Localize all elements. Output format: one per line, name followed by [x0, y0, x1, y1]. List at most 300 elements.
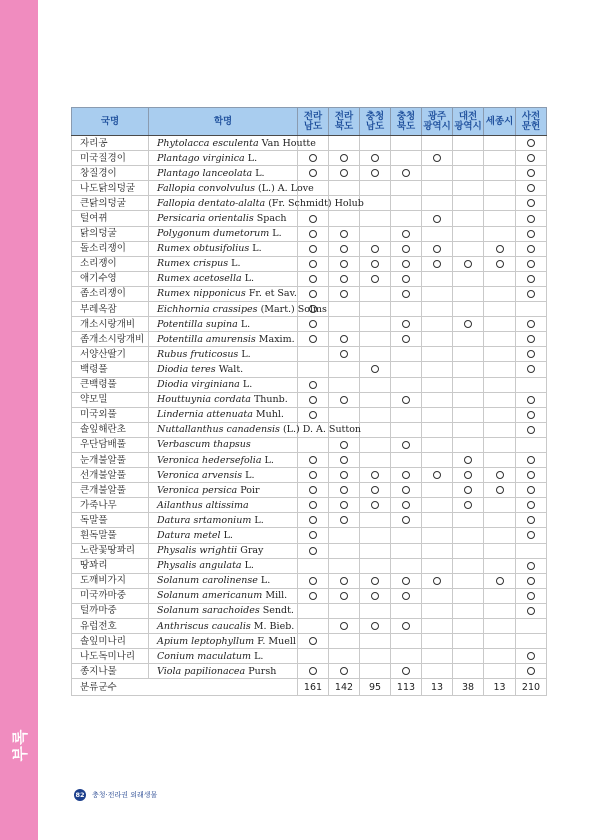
presence-circle-icon [402, 622, 410, 630]
korean-name: 큰개불알풀 [72, 483, 149, 498]
presence-cell [422, 392, 453, 407]
presence-cell [516, 513, 547, 528]
presence-cell [391, 166, 422, 181]
presence-cell [484, 664, 516, 679]
presence-cell [329, 256, 360, 271]
presence-cell [360, 573, 391, 588]
scientific-author: L. [240, 318, 251, 330]
scientific-name [149, 317, 298, 332]
presence-circle-icon [527, 169, 535, 177]
presence-cell [391, 649, 422, 664]
scientific-author: (L.) D. A. Sutton [282, 424, 362, 436]
presence-cell [422, 332, 453, 347]
presence-cell [298, 528, 329, 543]
korean-name: 눈개불알풀 [72, 452, 149, 467]
scientific-author: L. [244, 560, 254, 572]
presence-cell [516, 619, 547, 634]
table-row [72, 256, 547, 271]
presence-cell [298, 256, 329, 271]
presence-circle-icon [340, 441, 348, 449]
presence-cell [329, 271, 360, 286]
presence-cell [391, 241, 422, 256]
scientific-name [149, 422, 362, 437]
presence-circle-icon [309, 531, 317, 539]
presence-circle-icon [340, 471, 348, 479]
presence-circle-icon [464, 471, 472, 479]
presence-cell [391, 558, 422, 573]
presence-cell [422, 377, 453, 392]
presence-cell [484, 483, 516, 498]
presence-circle-icon [309, 486, 317, 494]
presence-cell [484, 377, 516, 392]
presence-cell [453, 468, 484, 483]
scientific-name [149, 649, 298, 664]
scientific-binomial: Eichhornia crassipes [157, 303, 258, 315]
presence-cell [360, 452, 391, 467]
scientific-author: L. [254, 514, 264, 526]
presence-cell [422, 286, 453, 301]
scientific-binomial: Lindernia attenuata [157, 409, 253, 421]
presence-circle-icon [496, 260, 504, 268]
presence-circle-icon [309, 667, 317, 675]
korean-name: 미국외풀 [72, 407, 149, 422]
presence-circle-icon [340, 667, 348, 675]
header-region [422, 108, 453, 136]
presence-cell [360, 302, 391, 317]
header-region-line: 충청 [365, 110, 385, 122]
presence-cell [453, 437, 484, 452]
presence-cell [453, 226, 484, 241]
presence-cell [516, 256, 547, 271]
presence-cell [360, 332, 391, 347]
scientific-name [149, 498, 298, 513]
presence-circle-icon [371, 471, 379, 479]
presence-circle-icon [527, 652, 535, 660]
header-region [298, 108, 329, 136]
scientific-binomial: Nuttallanthus canadensis [157, 424, 280, 436]
header-region [329, 108, 360, 136]
presence-cell [391, 619, 422, 634]
presence-cell [453, 286, 484, 301]
presence-circle-icon [527, 396, 535, 404]
table-row [72, 241, 547, 256]
presence-cell [391, 543, 422, 558]
scientific-name [149, 664, 298, 679]
scientific-name [149, 513, 298, 528]
presence-cell [391, 603, 422, 618]
presence-cell [484, 588, 516, 603]
presence-cell [422, 588, 453, 603]
presence-cell [516, 211, 547, 226]
korean-name: 종지나물 [72, 664, 149, 679]
scientific-author: L. [244, 273, 255, 285]
header-region-line: 대전 [458, 110, 478, 122]
presence-cell [298, 634, 329, 649]
total-count: 13 [484, 679, 516, 696]
presence-cell [360, 437, 391, 452]
presence-cell [516, 573, 547, 588]
scientific-name [149, 271, 298, 286]
presence-circle-icon [496, 486, 504, 494]
presence-cell [422, 362, 453, 377]
presence-circle-icon [402, 260, 410, 268]
presence-cell [484, 362, 516, 377]
presence-cell [516, 603, 547, 618]
presence-cell [422, 241, 453, 256]
header-region [516, 108, 547, 136]
scientific-binomial: Polygonum dumetorum [157, 228, 270, 240]
presence-cell [329, 513, 360, 528]
presence-cell [453, 347, 484, 362]
presence-cell [360, 166, 391, 181]
scientific-binomial: Potentilla supina [157, 318, 238, 330]
presence-cell [453, 513, 484, 528]
presence-cell [516, 286, 547, 301]
presence-cell [422, 256, 453, 271]
presence-cell [484, 498, 516, 513]
table-row [72, 286, 547, 301]
header-region-line: 사전 [521, 110, 541, 122]
presence-cell [453, 256, 484, 271]
page-number: 82 [75, 791, 85, 799]
table-row [72, 573, 547, 588]
presence-cell [391, 181, 422, 196]
presence-cell [329, 634, 360, 649]
presence-circle-icon [309, 637, 317, 645]
presence-cell [453, 558, 484, 573]
presence-circle-icon [527, 184, 535, 192]
presence-circle-icon [496, 471, 504, 479]
presence-cell [453, 573, 484, 588]
korean-name: 좀소리쟁이 [72, 286, 149, 301]
presence-circle-icon [402, 396, 410, 404]
korean-name: 솔잎해란초 [72, 422, 149, 437]
scientific-name [149, 347, 298, 362]
presence-circle-icon [527, 471, 535, 479]
presence-cell [422, 136, 453, 151]
presence-cell [298, 377, 329, 392]
presence-cell [329, 483, 360, 498]
presence-circle-icon [464, 456, 472, 464]
presence-circle-icon [309, 215, 317, 223]
presence-cell [360, 498, 391, 513]
presence-cell [391, 513, 422, 528]
presence-cell [516, 332, 547, 347]
presence-cell [298, 226, 329, 241]
presence-circle-icon [309, 169, 317, 177]
presence-cell [391, 468, 422, 483]
presence-cell [516, 528, 547, 543]
header-region [453, 108, 484, 136]
presence-cell [391, 302, 422, 317]
scientific-author: Maxim. [258, 333, 295, 345]
table-row [72, 603, 547, 618]
presence-cell [360, 422, 391, 437]
presence-cell [391, 286, 422, 301]
scientific-name [149, 302, 327, 317]
presence-circle-icon [527, 335, 535, 343]
presence-cell [484, 136, 516, 151]
presence-cell [484, 241, 516, 256]
presence-cell [391, 483, 422, 498]
scientific-binomial: Verbascum thapsus [157, 439, 251, 451]
scientific-author: Gray [240, 545, 264, 557]
presence-cell [484, 392, 516, 407]
presence-cell [360, 543, 391, 558]
table-row [72, 211, 547, 226]
presence-cell [516, 468, 547, 483]
presence-cell [298, 664, 329, 679]
scientific-name [149, 619, 298, 634]
table-row [72, 634, 547, 649]
presence-circle-icon [527, 350, 535, 358]
presence-circle-icon [309, 154, 317, 162]
scientific-author: L. [247, 152, 258, 164]
korean-name: 약모밀 [72, 392, 149, 407]
presence-circle-icon [464, 486, 472, 494]
scientific-binomial: Diodia virginiana [157, 379, 240, 391]
presence-cell [329, 226, 360, 241]
presence-cell [453, 649, 484, 664]
header-region-line: 광역시 [454, 120, 482, 132]
presence-cell [422, 422, 453, 437]
presence-circle-icon [340, 154, 348, 162]
presence-cell [391, 573, 422, 588]
presence-cell [516, 271, 547, 286]
presence-circle-icon [309, 592, 317, 600]
species-table [71, 107, 547, 696]
presence-cell [360, 528, 391, 543]
table-row [72, 649, 547, 664]
total-count: 142 [329, 679, 360, 696]
presence-cell [516, 181, 547, 196]
presence-cell [329, 407, 360, 422]
scientific-name [149, 256, 298, 271]
korean-name: 노란꽃땅꽈리 [72, 543, 149, 558]
scientific-binomial: Physalis wrightii [157, 545, 238, 557]
presence-cell [453, 528, 484, 543]
table-row [72, 317, 547, 332]
total-label: 분류군수 [72, 679, 298, 696]
presence-cell [516, 226, 547, 241]
presence-cell [360, 362, 391, 377]
presence-circle-icon [340, 592, 348, 600]
scientific-author: L. [231, 258, 241, 270]
presence-cell [298, 437, 329, 452]
presence-cell [329, 603, 360, 618]
presence-cell [453, 166, 484, 181]
presence-cell [453, 392, 484, 407]
presence-circle-icon [340, 245, 348, 253]
presence-circle-icon [340, 260, 348, 268]
korean-name: 소리쟁이 [72, 256, 149, 271]
korean-name: 부레옥잠 [72, 302, 149, 317]
presence-circle-icon [309, 577, 317, 585]
presence-cell [360, 407, 391, 422]
presence-cell [329, 347, 360, 362]
presence-circle-icon [309, 411, 317, 419]
presence-cell [453, 664, 484, 679]
scientific-name [149, 634, 298, 649]
presence-circle-icon [340, 335, 348, 343]
scientific-binomial: Anthriscus caucalis [157, 620, 251, 632]
scientific-author: Mill. [265, 590, 288, 602]
presence-circle-icon [309, 547, 317, 555]
presence-cell [453, 452, 484, 467]
presence-cell [329, 362, 360, 377]
total-row [72, 679, 547, 696]
presence-cell [422, 468, 453, 483]
table-row [72, 151, 547, 166]
scientific-author: L. [242, 379, 253, 391]
presence-cell [453, 422, 484, 437]
scientific-binomial: Rumex obtusifolius [157, 243, 250, 255]
presence-cell [453, 407, 484, 422]
presence-cell [516, 302, 547, 317]
presence-cell [329, 302, 360, 317]
presence-circle-icon [402, 441, 410, 449]
presence-circle-icon [402, 577, 410, 585]
scientific-author: Fr. et Sav. [248, 288, 297, 300]
presence-cell [422, 317, 453, 332]
presence-cell [484, 166, 516, 181]
scientific-name [149, 437, 298, 452]
header-region-line: 남도 [303, 120, 323, 132]
presence-cell [391, 317, 422, 332]
scientific-author: Poir [240, 484, 260, 496]
presence-cell [360, 211, 391, 226]
presence-cell [298, 468, 329, 483]
presence-circle-icon [340, 516, 348, 524]
presence-cell [298, 619, 329, 634]
table-row [72, 498, 547, 513]
presence-cell [360, 136, 391, 151]
scientific-author: L. [264, 454, 274, 466]
scientific-binomial: Rumex nipponicus [157, 288, 246, 300]
presence-cell [329, 498, 360, 513]
presence-circle-icon [340, 486, 348, 494]
presence-cell [516, 407, 547, 422]
presence-circle-icon [371, 592, 379, 600]
presence-cell [298, 211, 329, 226]
scientific-binomial: Viola papilionacea [157, 665, 246, 677]
scientific-author: Pursh [248, 665, 277, 677]
scientific-name [149, 392, 298, 407]
scientific-binomial: Veronica persica [157, 484, 238, 496]
scientific-binomial: Diodia teres [157, 363, 216, 375]
presence-cell [516, 483, 547, 498]
presence-cell [422, 166, 453, 181]
presence-cell [516, 634, 547, 649]
scientific-name [149, 362, 298, 377]
presence-cell [329, 136, 360, 151]
table-row [72, 347, 547, 362]
presence-cell [422, 226, 453, 241]
presence-cell [484, 634, 516, 649]
scientific-author: L. [245, 469, 255, 481]
total-count: 161 [298, 679, 329, 696]
presence-cell [453, 151, 484, 166]
presence-cell [329, 573, 360, 588]
table-row [72, 422, 547, 437]
presence-cell [453, 241, 484, 256]
total-count: 38 [453, 679, 484, 696]
presence-circle-icon [402, 290, 410, 298]
presence-circle-icon [340, 396, 348, 404]
presence-cell [484, 226, 516, 241]
presence-circle-icon [433, 260, 441, 268]
scientific-name [149, 452, 298, 467]
presence-cell [453, 377, 484, 392]
scientific-author: Van Houtte [261, 137, 316, 149]
scientific-name [149, 196, 364, 211]
scientific-name [149, 286, 298, 301]
scientific-name [149, 226, 298, 241]
scientific-name [149, 181, 314, 196]
korean-name: 솔잎미나리 [72, 634, 149, 649]
presence-cell [516, 196, 547, 211]
presence-cell [422, 211, 453, 226]
presence-circle-icon [527, 592, 535, 600]
presence-cell [422, 181, 453, 196]
presence-cell [453, 196, 484, 211]
presence-cell [484, 256, 516, 271]
sidebar-band [0, 0, 38, 840]
presence-cell [360, 181, 391, 196]
presence-circle-icon [402, 486, 410, 494]
presence-circle-icon [433, 215, 441, 223]
presence-cell [391, 407, 422, 422]
scientific-author: (L.) A. Love [258, 182, 314, 194]
presence-circle-icon [309, 245, 317, 253]
presence-cell [391, 136, 422, 151]
presence-cell [422, 649, 453, 664]
presence-cell [516, 347, 547, 362]
presence-circle-icon [527, 667, 535, 675]
scientific-binomial: Veronica arvensis [157, 469, 243, 481]
presence-circle-icon [309, 456, 317, 464]
table-body [72, 136, 547, 696]
scientific-binomial: Rumex acetosella [157, 273, 242, 285]
presence-cell [360, 588, 391, 603]
korean-name: 애기수영 [72, 271, 149, 286]
presence-cell [298, 498, 329, 513]
scientific-binomial: Fallopia dentato-alalta [157, 197, 266, 209]
scientific-name [149, 407, 298, 422]
presence-circle-icon [464, 260, 472, 268]
presence-cell [298, 332, 329, 347]
korean-name: 독말풀 [72, 513, 149, 528]
presence-cell [298, 166, 329, 181]
presence-circle-icon [402, 516, 410, 524]
presence-circle-icon [527, 320, 535, 328]
scientific-binomial: Houttuynia cordata [157, 394, 251, 406]
presence-circle-icon [433, 245, 441, 253]
presence-cell [422, 573, 453, 588]
header-kname: 국명 [72, 108, 149, 136]
presence-cell [422, 271, 453, 286]
header-region-line: 문헌 [521, 120, 541, 132]
korean-name: 좀개소시랑개비 [72, 332, 149, 347]
presence-cell [516, 317, 547, 332]
presence-cell [422, 347, 453, 362]
presence-circle-icon [433, 577, 441, 585]
presence-cell [329, 649, 360, 664]
presence-cell [422, 437, 453, 452]
scientific-author: (Mart.) Solms [260, 303, 327, 315]
presence-circle-icon [371, 245, 379, 253]
presence-cell [360, 347, 391, 362]
